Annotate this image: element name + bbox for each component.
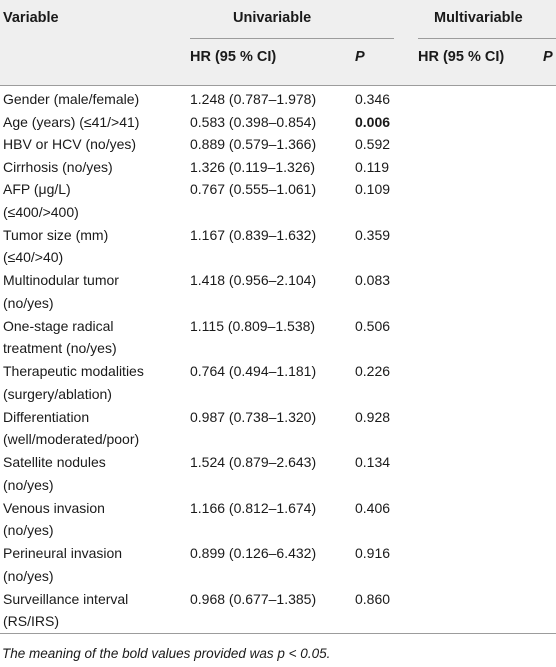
p-value-cell: 0.083 (355, 272, 391, 288)
variable-cell: Satellite nodules (3, 454, 106, 470)
p-value-cell: 0.119 (355, 158, 389, 175)
variable-cell: Surveillance interval (3, 590, 129, 607)
hr-cell: 0.583 (0.398–0.854) (190, 113, 317, 130)
header-univariable: Univariable (233, 10, 312, 26)
p-value-cell: 0.134 (355, 454, 391, 470)
multivariable-underline (418, 38, 556, 39)
p-value-cell: 0.928 (355, 408, 391, 425)
header-hr-multivariable: HR (95 % CI) (418, 49, 505, 65)
hr-cell: 1.166 (0.812–1.674) (190, 499, 317, 516)
variable-cell: (no/yes) (3, 294, 54, 311)
variable-cell: treatment (no/yes) (3, 340, 117, 356)
p-value-cell: 0.860 (355, 590, 391, 607)
header-variable: Variable (3, 10, 59, 26)
variable-cell: (surgery/ablation) (3, 385, 112, 402)
p-value-cell: 0.916 (355, 545, 391, 561)
variable-cell: Venous invasion (3, 499, 105, 516)
univariable-underline (190, 38, 394, 39)
header-bottom-rule (0, 85, 556, 86)
hr-cell: 1.418 (0.956–2.104) (190, 272, 317, 288)
hr-cell: 0.987 (0.738–1.320) (190, 408, 317, 425)
variable-cell: Perineural invasion (3, 545, 123, 561)
p-value-cell: 0.406 (355, 499, 391, 516)
variable-cell: Multinodular tumor (3, 272, 119, 288)
variable-cell: AFP (μg/L) (3, 181, 71, 197)
p-value-cell: 0.109 (355, 181, 391, 197)
variable-cell: (RS/IRS) (3, 613, 59, 629)
hr-cell: 1.326 (0.119–1.326) (190, 158, 316, 175)
hr-cell: 0.764 (0.494–1.181) (190, 363, 317, 379)
p-value-cell: 0.506 (355, 317, 391, 334)
p-value-cell: 0.346 (355, 91, 391, 107)
variable-cell: Therapeutic modalities (3, 363, 144, 379)
hr-cell: 0.767 (0.555–1.061) (190, 181, 317, 197)
hr-cell: 1.115 (0.809–1.538) (190, 317, 316, 334)
p-value-cell: 0.006 (355, 113, 391, 130)
hr-cell: 0.899 (0.126–6.432) (190, 545, 317, 561)
variable-cell: HBV or HCV (no/yes) (3, 136, 137, 152)
variable-cell: Cirrhosis (no/yes) (3, 158, 113, 175)
header-hr-univariable: HR (95 % CI) (190, 49, 277, 65)
variable-cell: Age (years) (≤41/>41) (3, 113, 140, 130)
variable-cell: (well/moderated/poor) (3, 431, 140, 447)
header-p-multivariable: P (543, 49, 553, 65)
variable-cell: (no/yes) (3, 567, 54, 584)
hr-cell: 0.968 (0.677–1.385) (190, 590, 317, 607)
p-value-cell: 0.226 (355, 363, 391, 379)
hr-cell: 1.248 (0.787–1.978) (190, 91, 317, 107)
variable-cell: (≤400/>400) (3, 203, 79, 220)
variable-cell: Differentiation (3, 408, 90, 425)
variable-cell: (no/yes) (3, 522, 54, 538)
header-p-univariable: P (355, 49, 365, 65)
variable-cell: Tumor size (mm) (3, 226, 109, 243)
hr-cell: 0.889 (0.579–1.366) (190, 136, 317, 152)
p-value-cell: 0.359 (355, 226, 391, 243)
header-multivariable: Multivariable (434, 10, 523, 26)
variable-cell: (≤40/>40) (3, 249, 64, 265)
hr-cell: 1.167 (0.839–1.632) (190, 226, 317, 243)
table-footnote: The meaning of the bold values provided was p < 0.05. (2, 646, 331, 661)
p-value-cell: 0.592 (355, 136, 391, 152)
variable-cell: Gender (male/female) (3, 91, 140, 107)
variable-cell: One-stage radical (3, 317, 114, 334)
hr-cell: 1.524 (0.879–2.643) (190, 454, 317, 470)
table-bottom-rule (0, 633, 556, 634)
variable-cell: (no/yes) (3, 476, 54, 493)
